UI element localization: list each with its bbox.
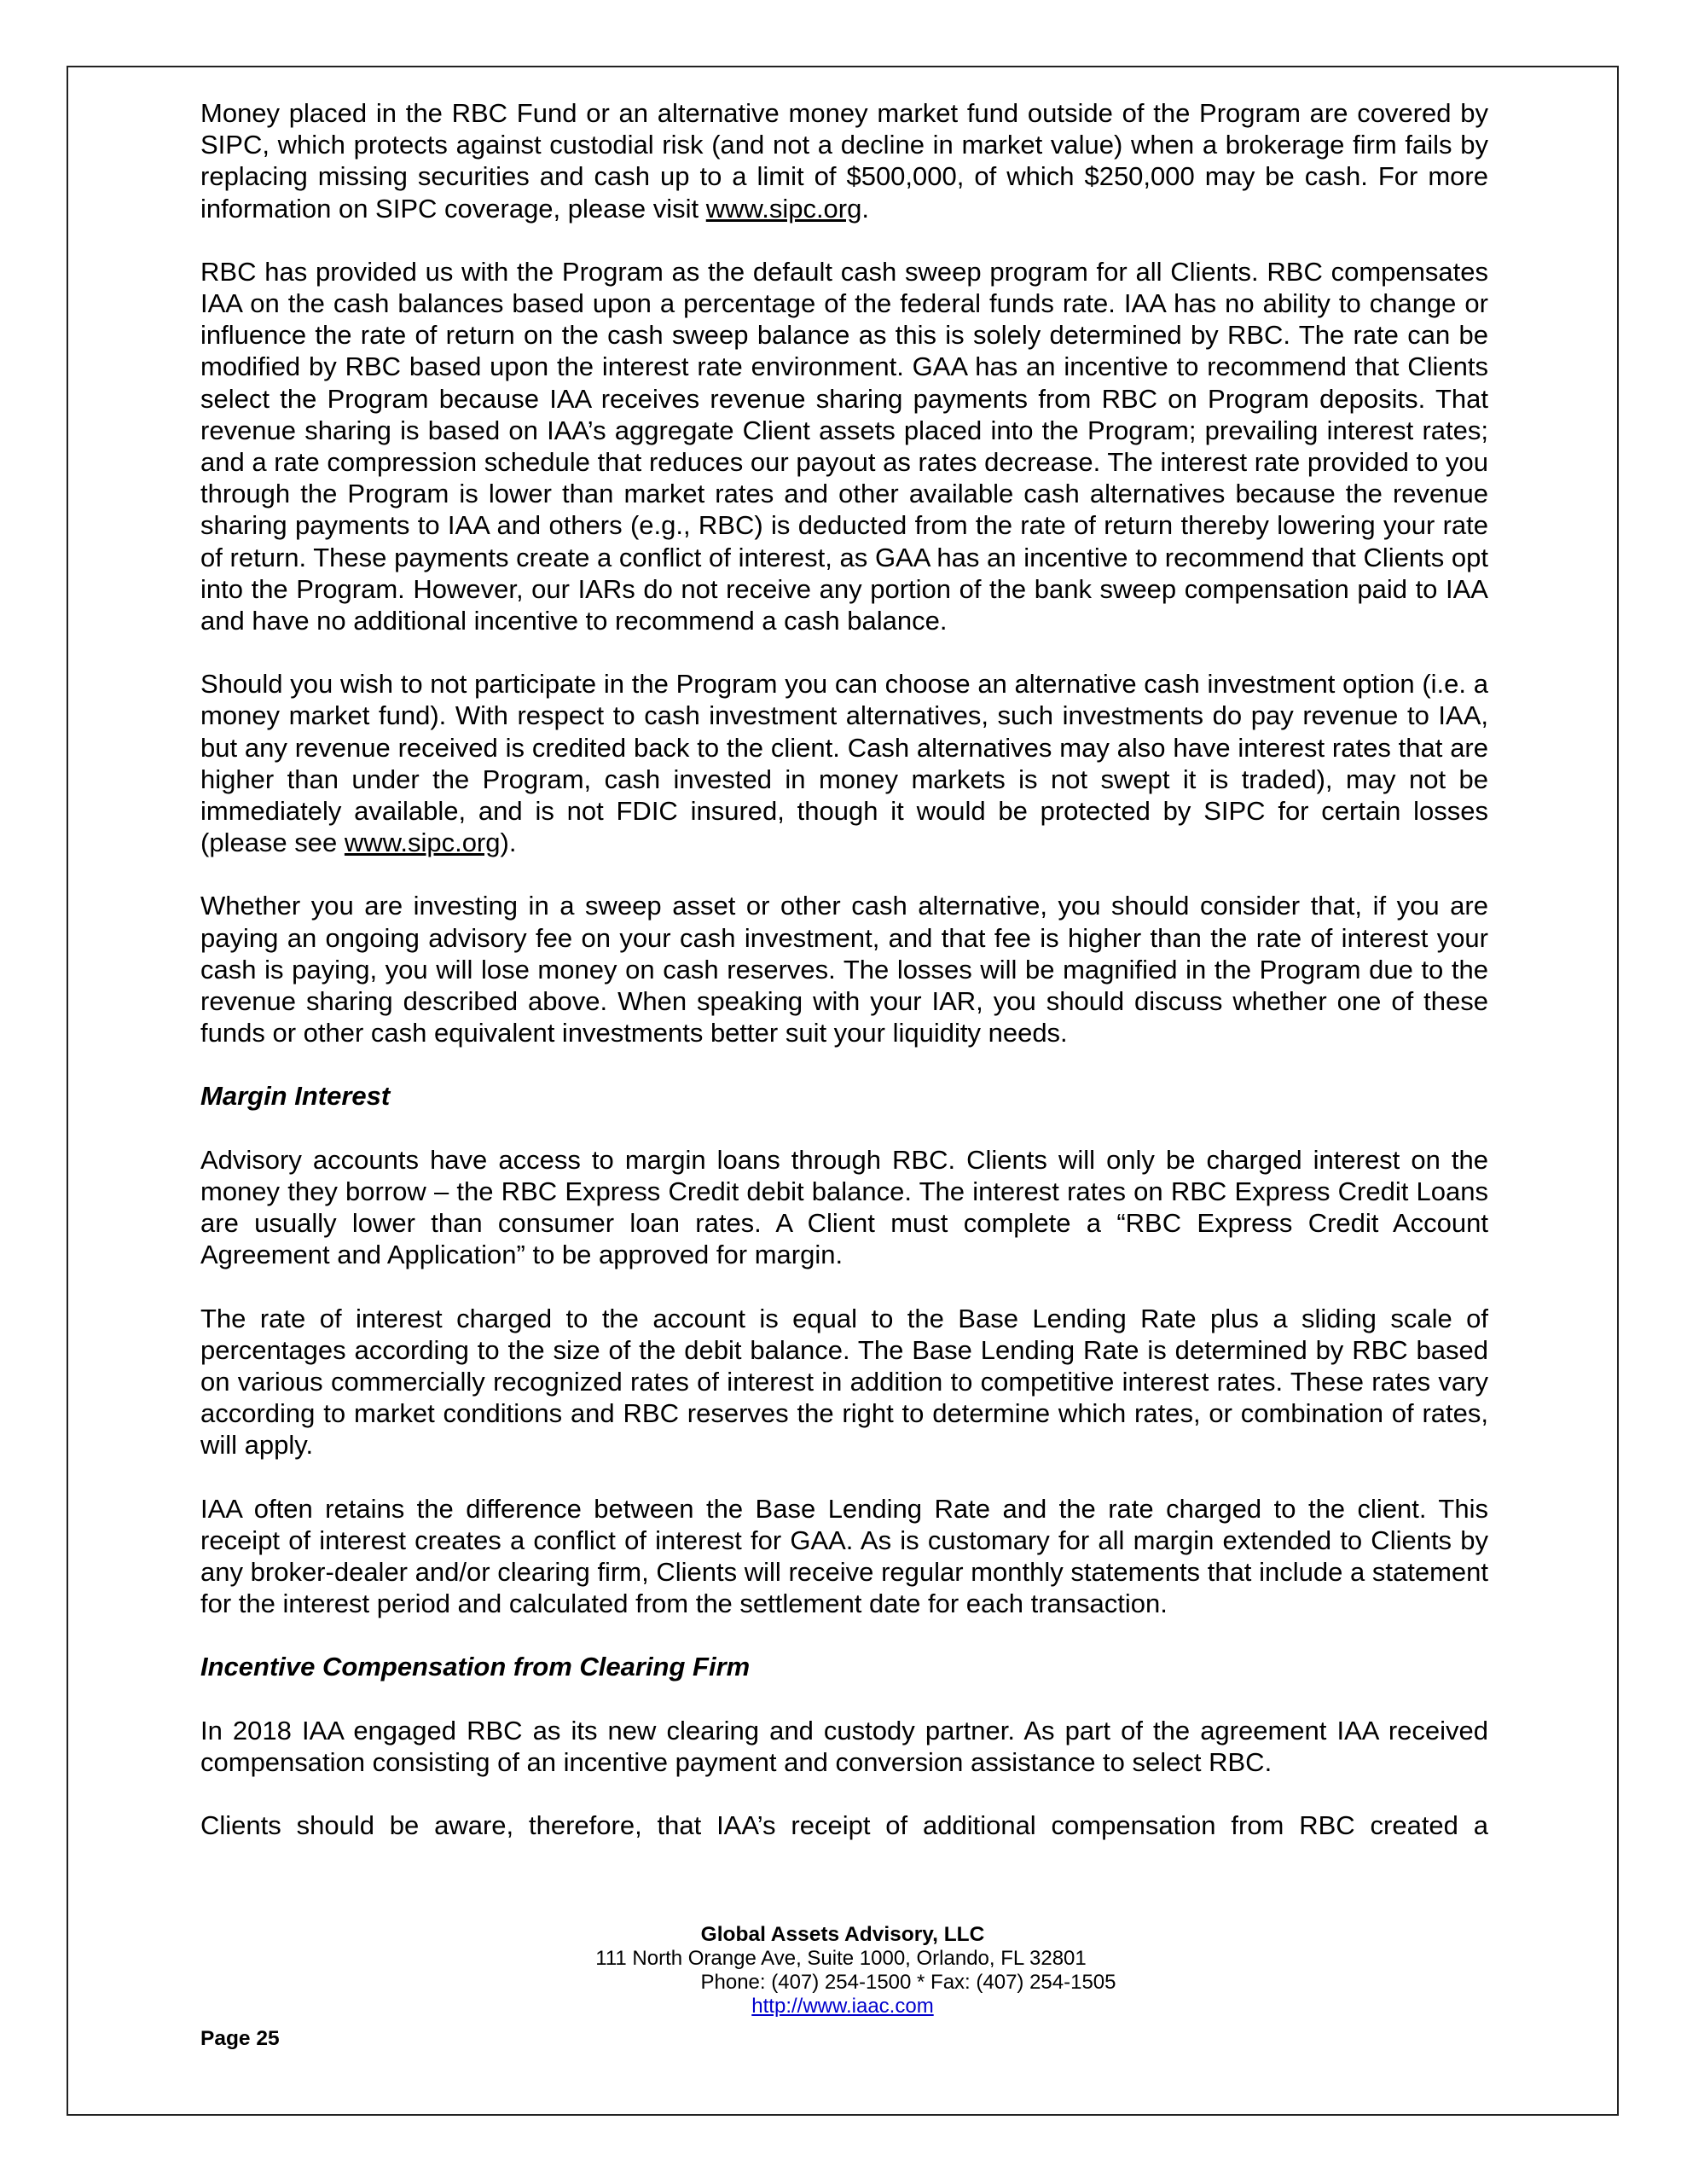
paragraph-clients-aware: Clients should be aware, therefore, that IAA’s receipt of additional compensation from RBC created a [200,1809,1488,1840]
paragraph-text: Money placed in the RBC Fund or an alternative money market fund outside of the Program are covered by SIPC, which protects against custodial risk (and not a decline in market value) when a brokerage firm fails by replacing missing securities and cash up to a limit of $500,000, of which $250,000 may be cash. For more information on SIPC coverage, please visit [200,98,1488,224]
section-heading-incentive-compensation: Incentive Compensation from Clearing Firm [200,1652,751,1682]
paragraph-text: ). [500,828,517,858]
footer-phone-fax: Phone: (407) 254-1500 * Fax: (407) 254-1505 [700,1971,1116,1994]
document-body [200,97,1488,1873]
paragraph-text: Should you wish to not participate in the Program you can choose an alternative cash investment option (i.e. a money market fund). With respect to cash investment alternatives, such investments do pay revenue to IAA, but any revenue received is credited back to the client. Cash alternatives may also have interest rates that are higher than under the Program, cash invested in money markets is not swept it is traded), may not be immediately available, and is not FDIC insured, though it would be protected by SIPC for certain losses (please see [200,669,1488,858]
sipc-link[interactable]: www.sipc.org [705,193,862,224]
section-heading-margin-interest: Margin Interest [200,1081,391,1112]
paragraph-rbc-engagement: In 2018 IAA engaged RBC as its new clearing and custody partner. As part of the agreement IAA received compensation consisting of an incentive payment and conversion assistance to select RBC. [200,1715,1488,1777]
paragraph-rate-difference: IAA often retains the difference between the Base Lending Rate and the rate charged to the client. This receipt of interest creates a conflict of interest for GAA. As is customary for all margin extended to Clients by any broker-dealer and/or clearing firm, Clients will receive regular monthly statements that include a statement for the interest period and calculated from the settlement date for each transaction. [200,1493,1488,1619]
paragraph-base-lending-rate: The rate of interest charged to the account is equal to the Base Lending Rate plus a sliding scale of percentages according to the size of the debit balance. The Base Lending Rate is determined by RBC based on various commercially recognized rates of interest in addition to competitive interest rates. These rates vary according to market conditions and RBC reserves the right to determine which rates, or combination of rates, will apply. [200,1303,1488,1461]
footer-address: 111 North Orange Ave, Suite 1000, Orlando, FL 32801 [595,1947,1087,1970]
paragraph-advisory-fee: Whether you are investing in a sweep asset or other cash alternative, you should consider that, if you are paying an ongoing advisory fee on your cash investment, and that fee is higher than the rate of interest your cash is paying, you will lose money on cash reserves. The losses will be magnified in the Program due to the revenue sharing described above. When speaking with your IAR, you should discuss whether one of these funds or other cash equivalent investments better suit your liquidity needs. [200,891,1488,1048]
paragraph-default-sweep: RBC has provided us with the Program as the default cash sweep program for all Clients. RBC compensates IAA on the cash balances based upon a percentage of the federal funds rate. IAA has no ability to change or influence the rate of return on the cash sweep balance as this is solely determined by RBC. The rate can be modified by RBC based upon the interest rate environment. GAA has an incentive to recommend that Clients select the Program because IAA receives revenue sharing payments from RBC on Program deposits. That revenue sharing is based on IAA’s aggregate Client assets placed into the Program; prevailing interest rates; and a rate compression schedule that reduces our payout as rates decrease. The interest rate provided to you through the Program is lower than market rates and other available cash alternatives because the revenue sharing payments to IAA and others (e.g., RBC) is deducted from the rate of return thereby lowering your rate of return. These payments create a conflict of interest, as GAA has an incentive to recommend that Clients opt into the Program. However, our IARs do not receive any portion of the bank sweep compensation paid to IAA and have no additional incentive to recommend a cash balance. [200,256,1488,636]
sipc-link[interactable]: www.sipc.org [344,828,501,858]
page-number: Page 25 [200,2027,280,2050]
footer-website-link[interactable]: http://www.iaac.com [751,1995,934,2018]
footer-company-name: Global Assets Advisory, LLC [700,1923,985,1946]
paragraph-alternative-cash [200,668,1488,858]
page-footer [67,1923,1619,2018]
paragraph-text: . [861,193,869,224]
paragraph-sipc-coverage [200,97,1488,224]
paragraph-margin-loans: Advisory accounts have access to margin loans through RBC. Clients will only be charged interest on the money they borrow – the RBC Express Credit debit balance. The interest rates on RBC Express Credit Loans are usually lower than consumer loan rates. A Client must complete a “RBC Express Credit Account Agreement and Application” to be approved for margin. [200,1144,1488,1270]
